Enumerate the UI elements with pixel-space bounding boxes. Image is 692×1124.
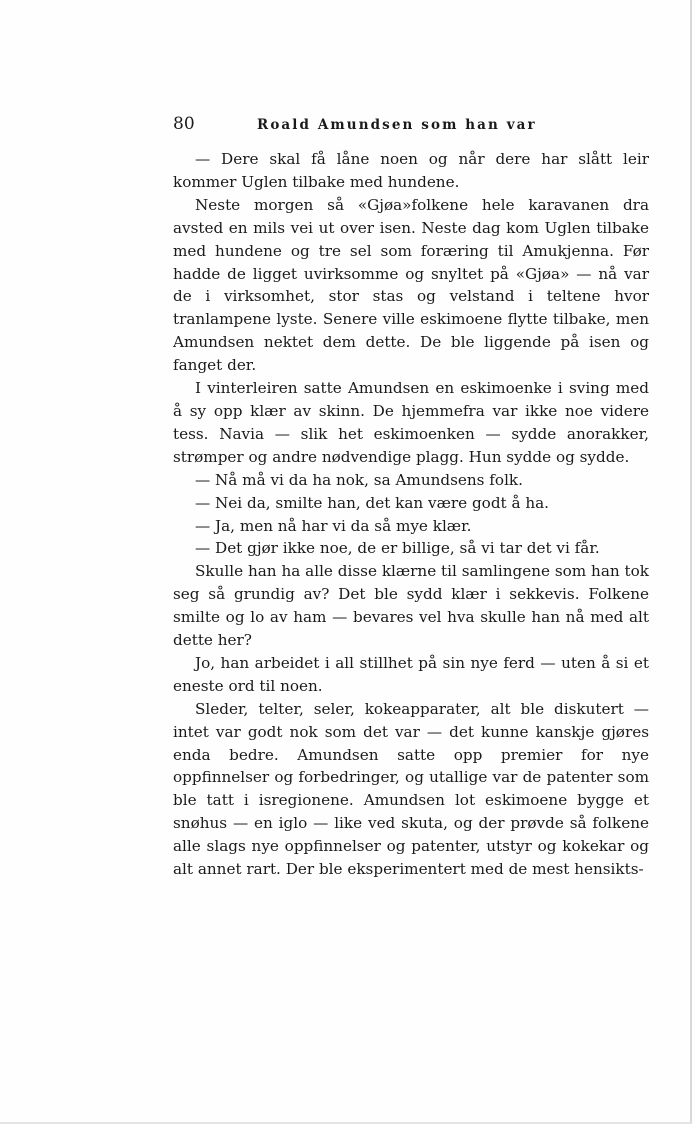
page-header [173,114,653,138]
paragraph: — Nå må vi da ha nok, sa Amundsens folk. [195,470,523,489]
paragraph: Skulle han ha alle disse klærne til samlingene som han tok seg så grundig av? Det ble sydd klær i sekkevis. Folkene smilte og lo av ham — bevares vel hva skulle han nå med alt dette her? [173,562,649,650]
running-title: Roald Amundsen som han var [257,117,537,133]
page-number: 80 [173,114,195,134]
paragraph: Jo, han arbeidet i all stillhet på sin nye ferd — uten å si et eneste ord til noen. [173,653,649,695]
body-text [173,148,649,881]
paragraph: — Ja, men nå har vi da så mye klær. [195,516,472,535]
paragraph: I vinterleiren satte Amundsen en eskimoenke i sving med å sy opp klær av skinn. De hjemmefra var ikke noe videre tess. Navia — slik het eskimoenken — sydde anorakker, strømper og andre nødvendige plagg. Hun sydde og sydde. [173,379,649,466]
paragraph: Neste morgen så «Gjøa»folkene hele karavanen dra avsted en mils vei ut over isen. Neste dag kom Uglen tilbake med hundene og tre sel som foræring til Amukjenna. Før hadde de ligget uvirksomme og snyltet på «Gjøa» — nå var de i virksomhet, stor stas og velstand i teltene hvor tranlampene lyste. Senere ville eskimoene flytte tilbake, men Amundsen nektet dem dette. De ble liggende på isen og fanget der. [173,195,649,375]
paragraph: — Nei da, smilte han, det kan være godt å ha. [195,493,550,512]
paragraph: — Dere skal få låne noen og når dere har slått leir kommer Uglen tilbake med hundene. [173,150,649,191]
paragraph: Sleder, telter, seler, kokeapparater, alt ble diskutert — intet var godt nok som det var — det kunne kanskje gjøres enda bedre. Amundsen satte opp premier for nye oppfinnelser og forbedringer, og utallige var de patenter som ble tatt i isregionene. Amundsen lot eskimoene bygge et snøhus — en iglo — like ved skuta, og der prøvde så folkene alle slags nye oppfinnelser og patenter, utstyr og kokekar og alt annet rart. Der ble eksperimentert med de mest hensikts- [173,699,649,879]
paragraph: — Det gjør ikke noe, de er billige, så vi tar det vi får. [195,539,600,558]
